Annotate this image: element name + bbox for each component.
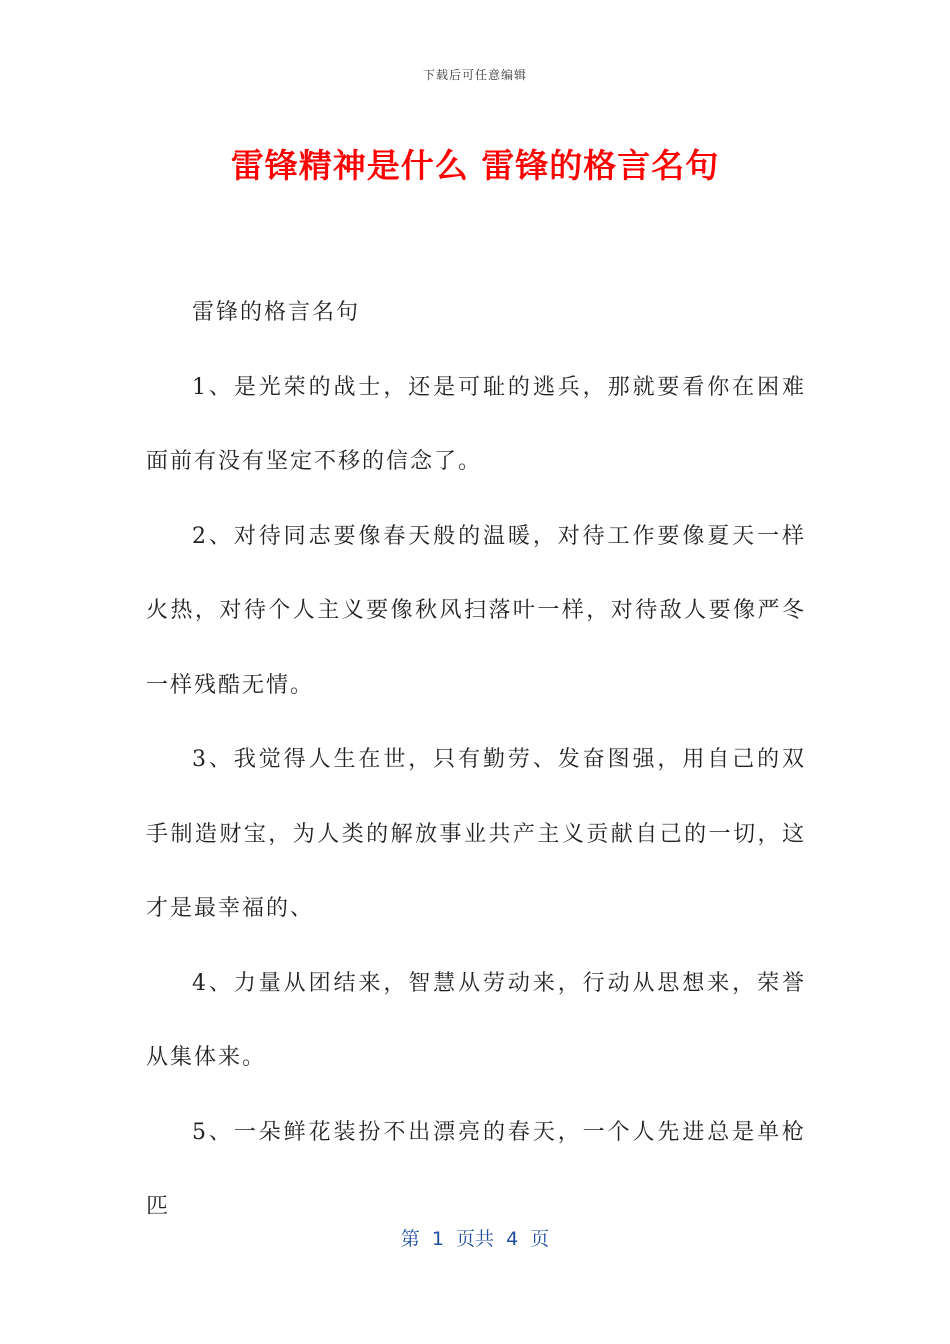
section-heading: 雷锋的格言名句 [192,300,361,325]
paragraph: 2、对待同志要像春天般的温暖，对待工作要像夏天一样火热，对待个人主义要像秋风扫落叶一样，对待敌人要像严冬一样残酷无情。 [146,523,806,698]
document-title: 雷锋精神是什么 雷锋的格言名句 [230,146,720,185]
paragraph: 4、力量从团结来，智慧从劳动来，行动从思想来，荣誉从集体来。 [146,970,806,1070]
header-note: 下载后可任意编辑 [422,68,527,82]
paragraph: 3、我觉得人生在世，只有勤劳、发奋图强，用自己的双手制造财宝，为人类的解放事业共产主义贡献自己的一切，这才是最幸福的、 [146,747,806,921]
page-number-footer: 第 1 页共 4 页 [400,1228,550,1250]
paragraph: 1、是光荣的战士，还是可耻的逃兵，那就要看你在困难面前有没有坚定不移的信念了。 [146,374,806,474]
paragraph: 5、一朵鲜花装扮不出漂亮的春天，一个人先进总是单枪匹 [146,1119,806,1219]
document-body [146,276,806,1245]
